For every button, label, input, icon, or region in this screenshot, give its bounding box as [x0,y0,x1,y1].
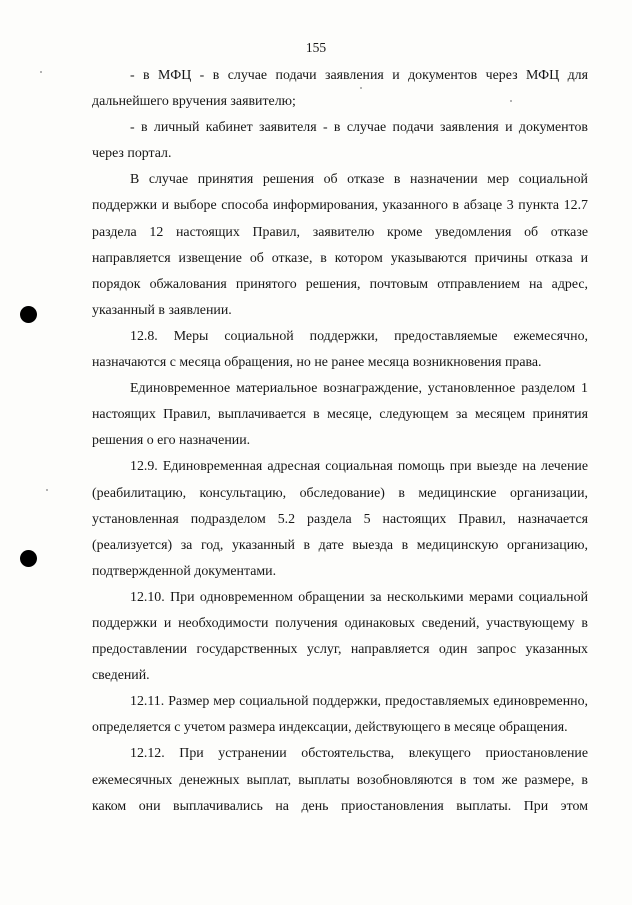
paragraph-refusal-notice: В случае принятия решения об отказе в назначении мер социальной поддержки и выборе способа информирования, указанного в абзаце 3 пункта 12.7 раздела 12 настоящих Правил, заявителю кроме уведомления об отказе направляется извещение об отказе, в котором указываются причины отказа и порядок обжалования принятого решения, почтовым отправлением на адрес, указанный в заявлении. [92,172,588,318]
body-text [92,63,588,820]
paragraph-clause-12-11: 12.11. Размер мер социальной поддержки, предоставляемых единовременно, определяется с учетом размера индексации, действующего в месяце обращения. [92,694,588,736]
paragraph-clause-12-9: 12.9. Единовременная адресная социальная помощь при выезде на лечение (реабилитацию, консультацию, обследование) в медицинские организации, установленная подразделом 5.2 раздела 5 настоящих Правил, назначается (реализуется) за год, указанный в дате выезда в медицинскую организацию, подтвержденной документами. [92,459,588,579]
punch-hole-bottom [20,550,37,567]
paragraph-personal-cabinet: - в личный кабинет заявителя - в случае подачи заявления и документов через портал. [92,120,588,162]
paragraph-clause-12-10: 12.10. При одновременном обращении за несколькими мерами социальной поддержки и необходимости получения одинаковых сведений, участвующему в предоставлении государственных услуг, направляется один запрос указанных сведений. [92,589,588,684]
paragraph-mfc-delivery: - в МФЦ - в случае подачи заявления и документов через МФЦ для дальнейшего вручения заявителю; [92,68,588,110]
scan-speck [46,489,48,491]
punch-hole-top [20,306,37,323]
scan-speck [40,71,42,73]
paragraph-clause-12-12: 12.12. При устранении обстоятельства, влекущего приостановление ежемесячных денежных выплат, выплаты возобновляются в том же размере, в каком они выплачивались на день приостановления выплаты. При этом [92,746,588,814]
paragraph-one-time-reward: Единовременное материальное вознаграждение, установленное разделом 1 настоящих Правил, выплачивается в месяце, следующем за месяцем принятия решения о его назначении. [92,381,588,449]
page-number: 155 [305,40,327,55]
paragraph-clause-12-8: 12.8. Меры социальной поддержки, предоставляемые ежемесячно, назначаются с месяца обращения, но не ранее месяца возникновения права. [92,328,588,371]
